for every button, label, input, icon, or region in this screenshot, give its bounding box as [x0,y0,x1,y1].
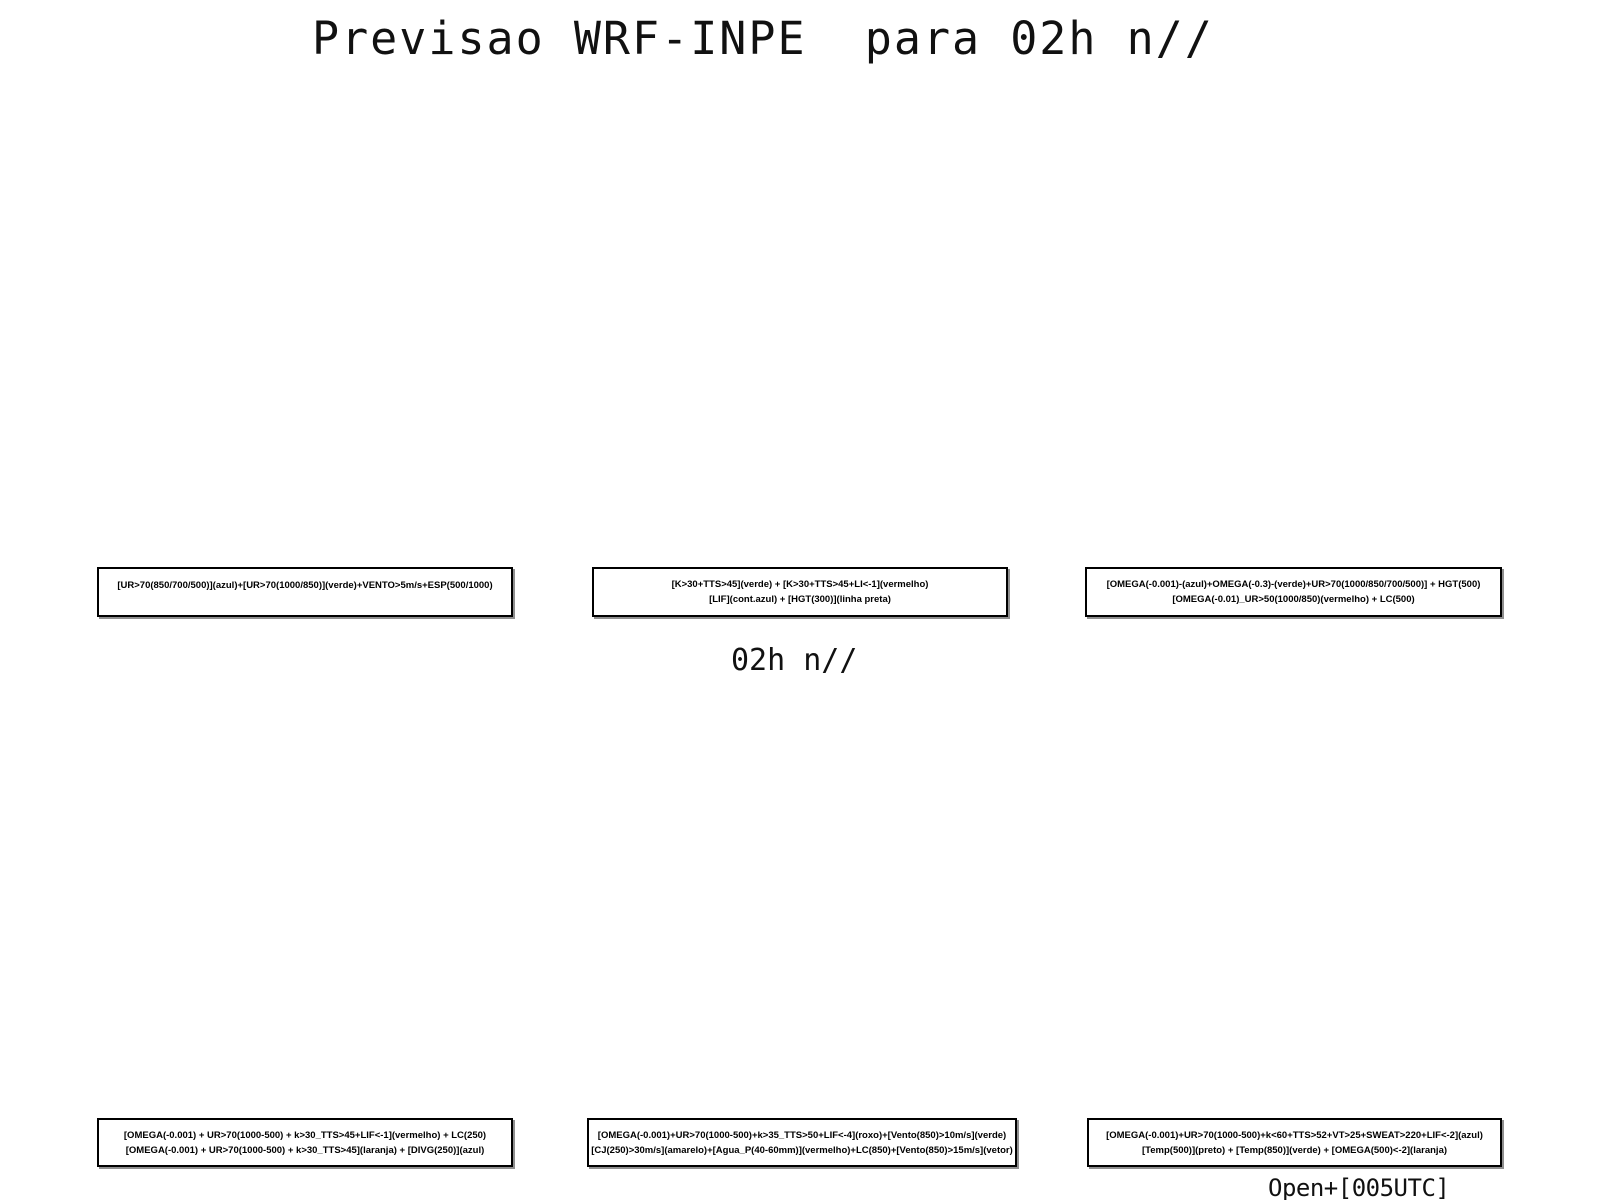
legend-line: [OMEGA(-0.001) + UR>70(1000-500) + k>30_TTS>45+LIF<-1](vermelho) + LC(250) [123,1129,487,1141]
legend-panel-bottom-right [1087,1118,1502,1167]
legend-line: [OMEGA(-0.01)_UR>50(1000/850)(vermelho) + LC(500) [1172,594,1415,605]
legend-line: [OMEGA(-0.001)+UR>70(1000-500)+k>35_TTS>50+LIF<-4](roxo)+[Vento(850)>10m/s](verde) [597,1129,1007,1141]
legend-line: [CJ(250)>30m/s](amarelo)+[Agua_P(40-60mm)](vermelho)+LC(850)+[Vento(850)>15m/s](vetor) [591,1144,1013,1156]
legend-line: [OMEGA(-0.001)+UR>70(1000-500)+k<60+TTS>52+VT>25+SWEAT>220+LIF<-2](azul) [1106,1129,1483,1141]
legend-panel-top-left [97,567,513,617]
legend-line: [OMEGA(-0.001)-(azul)+OMEGA(-0.3)-(verde)+UR>70(1000/850/700/500)] + HGT(500) [1106,579,1481,590]
forecast-hour-label: 02h n// [731,643,858,678]
legend-line: [K>30+TTS>45](verde) + [K>30+TTS>45+LI<-1](vermelho) [671,579,929,590]
legend-panel-bottom-left [97,1118,513,1167]
legend-line: [OMEGA(-0.001) + UR>70(1000-500) + k>30_TTS>45](laranja) + [DIVG(250)](azul) [125,1144,485,1156]
legend-panel-top-center [592,567,1008,617]
legend-panel-bottom-center [587,1118,1017,1167]
page-title: Previsao WRF-INPE para 02h n// [312,12,1214,65]
legend-panel-top-right [1085,567,1502,617]
run-timestamp-label: Open+[005UTC] [1268,1174,1450,1200]
legend-line: [LIF](cont.azul) + [HGT(300)](linha preta) [709,594,891,605]
legend-line: [Temp(500)](preto) + [Temp(850)](verde) + [OMEGA(500)<-2](laranja) [1141,1144,1448,1156]
legend-line: [UR>70(850/700/500)](azul)+[UR>70(1000/850)](verde)+VENTO>5m/s+ESP(500/1000) [117,579,493,591]
